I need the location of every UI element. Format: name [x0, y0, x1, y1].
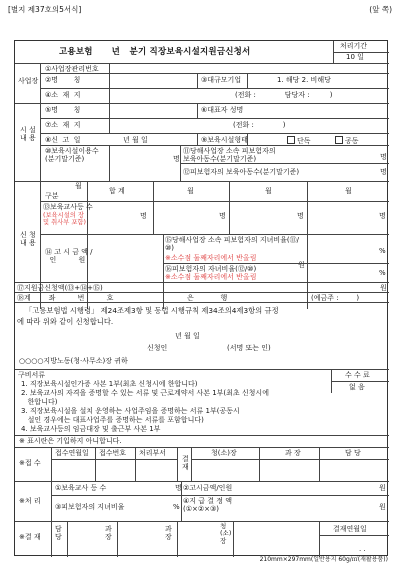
process-ratio-unit: % [173, 503, 180, 511]
document-item: 설인 경우에는 대표사업주를 증명하는 서류를 포함합니다) [21, 416, 204, 424]
declaration-line1: 「고용보험법 시행령」 제24조제3항 및 동법 시행규칙 제34조의4제3항의 규정 [25, 306, 279, 315]
facility-section-label: 시 설 내 용 [20, 126, 36, 143]
division-header: 구분 [45, 192, 59, 200]
form-number: [별지 제37호의5서식] [8, 5, 82, 14]
process-notice: ②고시금액/인원 [183, 484, 233, 492]
business-address-label: ④소 재 지 [45, 91, 81, 99]
request-amount-unit: 원 [380, 284, 387, 292]
ratio1-unit: % [379, 247, 386, 255]
receipt-no-header: 접수번호 [99, 449, 127, 457]
account-label: ⑱계 좌 번 호 [17, 294, 114, 302]
teachers-total-unit: 명 [140, 212, 147, 220]
insured-users-unit: 명 [380, 168, 387, 176]
total-header: 합 계 [109, 187, 125, 195]
large-corp-label: ③대규모기업 [201, 76, 242, 84]
insured-users-label: ⑫피보험자의 보육아동수(분기말기준) [183, 168, 300, 176]
recipient: ○○○○지방노동(청·사무소)장 귀하 [19, 357, 128, 365]
facility-name-label: ⑤명 칭 [45, 106, 81, 114]
ratio2-unit: % [379, 269, 386, 277]
processing-value: 10 일 [346, 53, 364, 61]
facility-type-joint[interactable]: 공동 [333, 136, 359, 145]
facility-phone: (전화 : ) [233, 121, 286, 129]
joint-checkbox [335, 136, 343, 144]
ratio1-note: ※소수점 둘째자리에서 반올림 [165, 254, 257, 262]
facility-rep-label: ⑥대표자 성명 [201, 106, 244, 114]
section-chief-header: 과 장 [285, 449, 301, 457]
business-phone: (전화 : 담당자 : ) [235, 91, 333, 99]
teachers-m2-unit: 명 [297, 212, 304, 220]
ratio2-note: ※소수점 둘째자리에서 반올림 [165, 273, 257, 281]
ratio1-label: ⑮당해사업장 소속 피보험자의 지녀비율(⑪/⑩) [165, 236, 299, 253]
business-section-label: 사업장 [18, 77, 39, 85]
applicant-label: 신청인 [147, 344, 168, 352]
approval-head: 청 (소) 장 [220, 522, 232, 545]
request-amount-label: ⑰지원금신청액(⑬+⑭+⑮) [17, 284, 103, 292]
facility-users-unit: 명 [173, 155, 180, 163]
teachers-label: ⑬보육교사등 수 [43, 203, 93, 211]
document-item: 1. 직장보육시설인가증 사본 1부(최초 신청시에 한합니다) [21, 380, 198, 388]
month3-header: 월 [345, 187, 352, 195]
process-teachers: ①보육교사 등 수 [55, 484, 107, 492]
facility-users-label: ⑩보육시설이용수 (분기말기준) [45, 147, 99, 164]
fee-value: 없 음 [349, 383, 365, 391]
teachers-m1-unit: 명 [219, 212, 226, 220]
process-notice-unit: 원 [379, 484, 386, 492]
approval-chief2: 과 장 [165, 525, 172, 542]
document-item: 한합니다) [21, 398, 58, 406]
staff-header: 담 당 [345, 449, 361, 457]
declaration-line2: 에 따라 위와 같이 신청합니다. [17, 317, 114, 326]
process-teachers-unit: 명 [175, 484, 182, 492]
document-item: 4. 보육교사등의 임금대장 및 출근부 사본 1부 [21, 425, 161, 433]
receipt-label: ※접 수 [19, 459, 41, 467]
ratio2-label: ⑯피보험자의 자녀비율(⑫/⑩) [165, 265, 257, 273]
documents-label: 구비서류 [18, 371, 46, 379]
workplace-users-label: ⑪당해사업장 소속 피보험자의 보육아동수(분기말기준) [183, 147, 276, 164]
month1-header: 월 [187, 187, 194, 195]
receipt-date-header: 접수연월일 [55, 449, 89, 457]
facility-type-single[interactable]: 단독 [285, 136, 311, 145]
process-amount-unit: 원 [379, 503, 386, 511]
month-header: 월 [75, 182, 82, 190]
application-section-label: 신 청 내 용 [20, 231, 36, 248]
form-header-line [8, 4, 392, 20]
process-ratio: ③피보험자의 지녀비율 [55, 503, 125, 511]
approval-date-header: 결재연월일 [333, 525, 367, 533]
holder-label: (예금주 : ) [311, 294, 360, 302]
side-label: (앞 쪽) [369, 5, 392, 14]
decision-label: 결 재 [182, 455, 189, 472]
teachers-note: (보육시설의 장 및 취사부 포함) [43, 212, 86, 227]
handler-header: 처리부서 [139, 449, 167, 457]
application-form [14, 40, 388, 556]
report-date-value[interactable]: 년 월 일 [123, 136, 148, 144]
signature-label[interactable]: (서명 또는 인) [227, 344, 271, 352]
large-corp-options[interactable]: 1. 해당 2. 비해당 [277, 76, 331, 84]
month2-header: 월 [265, 187, 272, 195]
paper-spec: 210mm×297mm(일반용지 60g/㎡(재활용품)) [259, 556, 388, 563]
office-note: ※ 표시란은 기입하지 아니합니다. [19, 437, 122, 445]
declaration-date[interactable]: 년 월 일 [175, 332, 200, 340]
approval-staff: 담 당 [55, 525, 62, 542]
processing-label: 처리기간 [340, 42, 368, 50]
report-date-label: ⑧신 고 일 [45, 136, 81, 144]
approval-date-value[interactable]: . . [359, 545, 366, 553]
teachers-m3-unit: 명 [379, 212, 386, 220]
fee-label: 수 수 료 [345, 371, 370, 379]
document-item: 3. 직장보육시설을 설치 운영하는 사업주임을 증명하는 서류 1부(공동시 [21, 407, 240, 415]
business-name-label: ②명 칭 [45, 76, 81, 84]
support-amount-label: ⑭ 고 시 금 액 / 인 원 [45, 248, 93, 265]
process-label: ※처 리 [19, 497, 41, 505]
support-amount-unit: 원 [298, 261, 305, 269]
mgmt-no-label: ①사업장관리번호 [45, 65, 99, 73]
form-title: 고용보험 년 분기 직장보육시설지원금신청서 [59, 47, 251, 57]
process-amount: ④지 급 결 정 액 (①×②×③) [183, 497, 232, 514]
single-checkbox [287, 136, 295, 144]
workplace-users-unit: 명 [380, 153, 387, 161]
facility-address-label: ⑦소 재 지 [45, 121, 81, 129]
document-item: 2. 보육교사의 자격을 증명할 수 있는 서류 및 근로계약서 사본 1부(최초 신청시에 [21, 389, 269, 397]
facility-type-label: ⑨보육시설형태 [201, 136, 248, 144]
approval-chief1: 과 장 [105, 525, 112, 542]
final-approval-label: ※결 재 [19, 533, 41, 541]
bank-label: 은 행 [187, 294, 228, 302]
head-header: 청(소)장 [211, 449, 237, 457]
